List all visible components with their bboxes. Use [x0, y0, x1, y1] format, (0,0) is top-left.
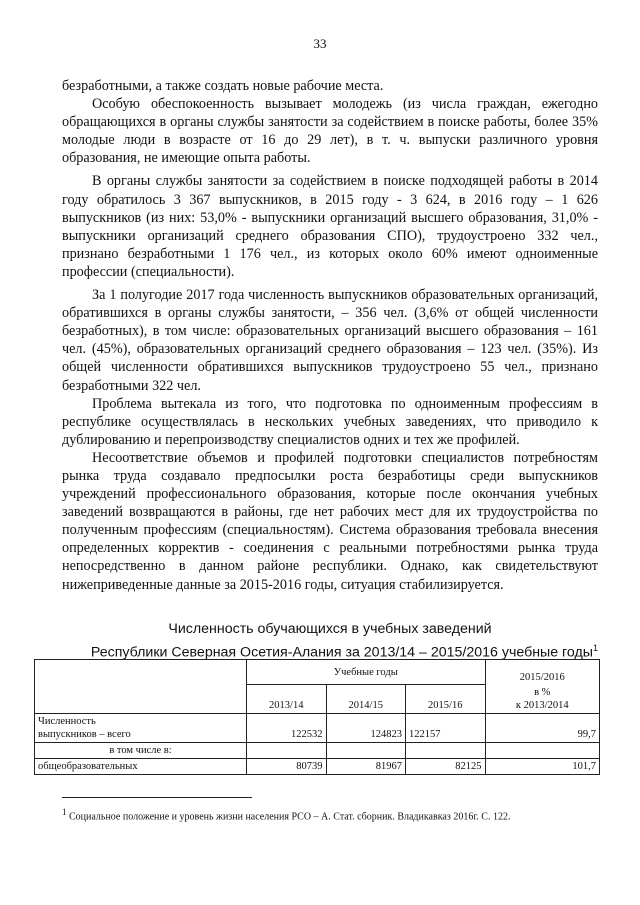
header-group-cell: Учебные годы [247, 660, 486, 685]
paragraph-1: безработными, а также создать новые рабочие места. [62, 78, 384, 94]
cell-value: 81967 [326, 758, 406, 774]
footnote-mark: 1 [592, 643, 598, 653]
header-year-3: 2015/16 [406, 685, 486, 714]
paragraph-3: В органы службы занятости за содействием в поиске подходящей работы в 2014 году обратилось 3 367 выпускников, в 2015 году - 3 624, в 2016 году – 1 626 выпускников (из них: 53,0% - выпускники организаций высшего образования, 31,0% - выпускники организаций среднего образования СПО), трудоустроено 332 чел., признано безработными 1 176 чел., из которых около 60% имеют одноименные профессии (специальности). [62, 173, 598, 280]
table-title-line-1: Численность обучающихся в учебных заведений [168, 621, 492, 637]
row-label: в том числе в: [35, 742, 247, 758]
header-empty-cell [35, 660, 247, 685]
paragraph-5: Проблема вытекала из того, что подготовка по одноименным профессиям в республике осуществлялась в нескольких учебных заведениях, что приводило к дублированию и перепроизводству специалистов одних и тех же профилей. [62, 395, 598, 448]
cell-value: 82125 [406, 758, 486, 774]
cell-value: 122157 [406, 713, 486, 742]
table-row [35, 713, 600, 742]
header-last-col-bottom: в % к 2013/2014 [485, 685, 600, 714]
footnote-number: 1 [62, 807, 67, 817]
row-label: Численность выпускников – всего [35, 713, 247, 742]
cell-value: 124823 [326, 713, 406, 742]
header-year-1: 2013/14 [247, 685, 327, 714]
row-label: общеобразовательных [35, 758, 247, 774]
enrollment-table [34, 659, 600, 775]
table-title-text: Республики Северная Осетия-Алания за 2013/14 – 2015/2016 учебные годы [90, 644, 593, 661]
table-row [35, 742, 600, 758]
footnote [62, 806, 602, 823]
table-header-row-1 [35, 660, 600, 685]
cell-value [485, 742, 600, 758]
cell-value: 80739 [247, 758, 327, 774]
body-text [62, 77, 598, 594]
cell-value: 122532 [247, 713, 327, 742]
footnote-text: Социальное положение и уровень жизни населения РСО – А. Стат. сборник. Владикавказ 2016г. С. 122. [66, 811, 511, 823]
paragraph-6: Несоответствие объемов и профилей подготовки специалистов потребностям рынка труда создавало предпосылки роста безработицы среди выпускников учреждений профессионального образования, которые после окончания учебных заведений возвращаются в районы, где нет рабочих мест для их трудоустройства по полученным профессиям (специальностям). Система образования требовала внесения определенных корректив - соединения с реальными потребностями рынка труда непосредственно в данном районе республики. Однако, как свидетельствуют нижеприведенные данные за 2015-2016 годы, ситуация стабилизируется. [62, 449, 598, 593]
page-number: 33 [313, 36, 327, 51]
footnote-divider [62, 797, 252, 798]
paragraph-4: За 1 полугодие 2017 года численность выпускников образовательных организаций, обратившихся в органы службы занятости, – 356 чел. (3,6% от общей численности безработных), в том числе: образовательных организаций высшего образования – 161 чел. (45%), образовательных организаций среднего образования – 123 чел. (35%). Из общей численности обратившихся выпускников трудоустроено 55 чел., признано безработными 322 чел. [62, 287, 598, 394]
cell-value [326, 742, 406, 758]
cell-value: 99,7 [485, 713, 600, 742]
cell-value [406, 742, 486, 758]
cell-value [247, 742, 327, 758]
header-empty-cell-2 [35, 685, 247, 714]
paragraph-2: Особую обеспокоенность вызывает молодежь (из числа граждан, ежегодно обращающихся в органы службы занятости за содействием в поиске работы, более 35% молодые люди в возрасте от 16 до 29 лет), в т. ч. выпуски различного уровня образования, не имеющие опыта работы. [62, 96, 598, 167]
header-last-col-top: 2015/2016 [485, 660, 600, 685]
table-header-row-2 [35, 685, 600, 714]
table-row [35, 758, 600, 774]
header-year-2: 2014/15 [326, 685, 406, 714]
cell-value: 101,7 [485, 758, 600, 774]
